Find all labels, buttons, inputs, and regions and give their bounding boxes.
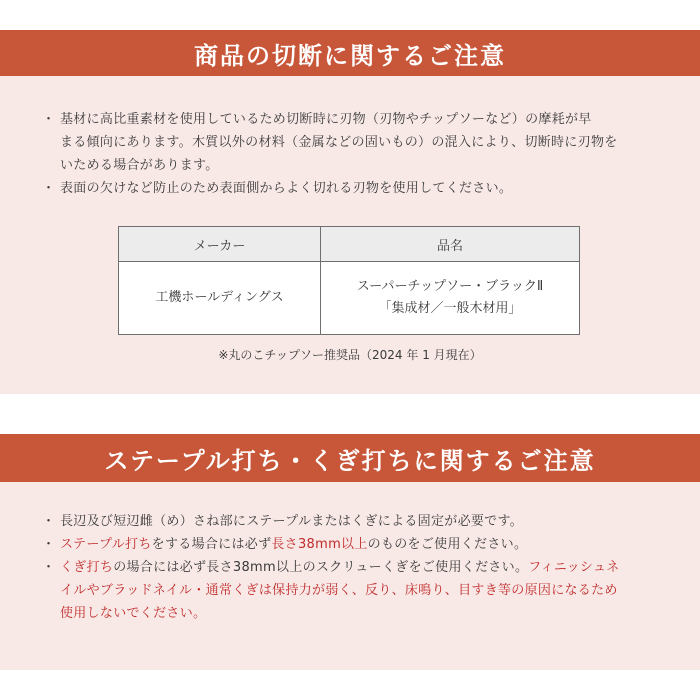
product-name: スーパーチップソー・ブラックⅡ <box>356 279 544 294</box>
bullet-symbol: ・ <box>42 537 56 552</box>
recommended-blade-table <box>118 226 580 335</box>
bullet-text: のものをご使用ください。 <box>367 537 528 552</box>
bullet-symbol: ・ <box>42 181 56 196</box>
section2-bullet-list <box>40 510 662 625</box>
staple-emphasis: ステープル打ち <box>60 537 152 552</box>
table-header-maker: メーカー <box>119 227 321 262</box>
bullet-symbol: ・ <box>42 112 56 127</box>
table-row <box>119 262 580 335</box>
section1-bullet-list <box>40 108 662 200</box>
bullet-text-line: いためる場合があります。 <box>60 158 219 173</box>
bullet-symbol: ・ <box>42 514 56 529</box>
section2-panel <box>0 482 700 670</box>
section1-title-band <box>0 30 700 76</box>
warning-emphasis: フィニッシュネ <box>528 560 620 575</box>
list-item <box>40 108 662 177</box>
bullet-text: をする場合には必ず <box>151 537 272 552</box>
bullet-text-line: 基材に高比重素材を使用しているため切断時に刃物（刃物やチップソーなど）の摩耗が早 <box>60 112 592 127</box>
section1-title: 商品の切断に関するご注意 <box>194 41 506 70</box>
bullet-symbol: ・ <box>42 560 56 575</box>
product-usage: 「集成材／一般木材用」 <box>378 301 522 316</box>
bullet-text-line: まる傾向にあります。木質以外の材料（金属などの固いもの）の混入により、切断時に刃物を <box>60 135 618 150</box>
section2-title: ステープル打ち・くぎ打ちに関するご注意 <box>104 446 596 475</box>
table-cell-product <box>321 262 580 335</box>
section2-title-band <box>0 434 700 482</box>
length-emphasis: 長さ38mm以上 <box>271 537 368 552</box>
warning-emphasis-line: 使用しないでください。 <box>60 606 207 621</box>
list-item <box>40 533 662 556</box>
bullet-text: 表面の欠けなど防止のため表面側からよく切れる刃物を使用してください。 <box>60 181 513 196</box>
list-item <box>40 177 662 200</box>
section1-panel <box>0 76 700 394</box>
table-header-row <box>119 227 580 262</box>
list-item <box>40 510 662 533</box>
warning-emphasis-line: イルやブラッドネイル・通常くぎは保持力が弱く、反り、床鳴り、目すき等の原因になるため <box>60 583 618 598</box>
nail-emphasis: くぎ打ち <box>60 560 114 575</box>
bullet-text: 長辺及び短辺雌（め）さね部にステープルまたはくぎによる固定が必要です。 <box>60 514 524 529</box>
table-header-product: 品名 <box>321 227 580 262</box>
recommendation-note: ※丸のこチップソー推奨品（2024 年 1 月現在） <box>218 348 482 362</box>
list-item <box>40 556 662 625</box>
bullet-text: の場合には必ず長さ38mm以上のスクリューくぎをご使用ください。 <box>113 560 529 575</box>
table-cell-maker: 工機ホールディングス <box>119 262 321 335</box>
